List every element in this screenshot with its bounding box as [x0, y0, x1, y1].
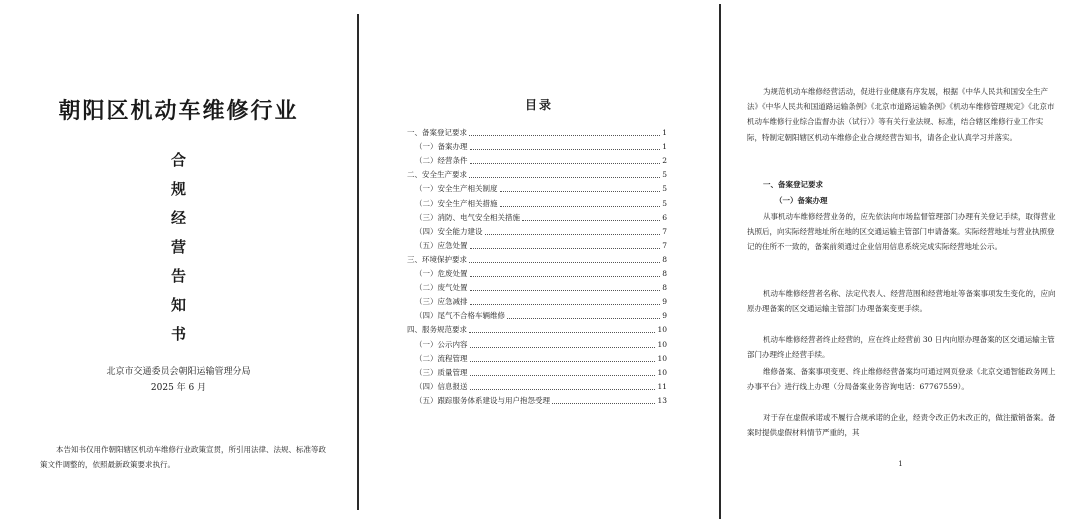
toc-leader-dots [470, 346, 656, 348]
cover-page [0, 0, 357, 519]
toc-leader-dots [469, 261, 660, 263]
toc-entry-page: 1 [662, 142, 667, 152]
toc-leader-dots [507, 317, 660, 319]
toc-entry[interactable] [407, 251, 667, 265]
toc-entry-label: 三、环境保护要求 [407, 254, 467, 264]
toc-leader-dots [469, 331, 655, 333]
cover-subtitle-char: 营 [170, 238, 186, 256]
toc-entry[interactable] [407, 180, 667, 194]
toc-leader-dots [470, 303, 661, 305]
toc-leader-dots [485, 233, 661, 235]
toc-entry-page: 7 [662, 240, 667, 250]
toc-leader-dots [500, 190, 661, 192]
toc-entry-label: （一）公示内容 [415, 339, 468, 349]
toc-leader-dots [470, 247, 661, 249]
toc-entry[interactable] [407, 279, 667, 293]
toc-leader-dots [470, 148, 661, 150]
toc-entry-page: 10 [657, 339, 667, 349]
toc-entry-label: 四、服务规范要求 [407, 325, 467, 335]
body-paragraph: 机动车维修经营者名称、法定代表人、经营范围和经营地址等备案事项发生变化的，应向原办理备案的区交通运输主管部门办理备案变更手续。 [747, 289, 1056, 314]
toc-entry[interactable] [407, 138, 667, 152]
toc-entry-page: 10 [657, 325, 667, 335]
toc-entry-label: （四）安全能力建设 [415, 226, 483, 236]
toc-list [407, 124, 667, 406]
toc-entry-label: 一、备案登记要求 [407, 128, 467, 138]
cover-subtitle-char: 规 [170, 180, 186, 198]
toc-entry-label: （二）经营条件 [415, 156, 468, 166]
toc-entry-page: 2 [662, 156, 667, 166]
toc-entry[interactable] [407, 350, 667, 364]
toc-leader-dots [469, 134, 660, 136]
toc-entry-label: （三）质量管理 [415, 367, 468, 377]
toc-entry[interactable] [407, 307, 667, 321]
toc-leader-dots [470, 374, 656, 376]
toc-entry-label: （二）安全生产相关措施 [415, 198, 498, 208]
cover-subtitle [0, 150, 357, 344]
toc-entry-page: 8 [662, 269, 667, 279]
body-paragraph: 维修备案、备案事项变更、终止维修经营备案均可通过网页登录《北京交通智能政务网上办事平台》进行线上办理（分局备案业务咨询电话：67767559）。 [747, 367, 1056, 392]
toc-leader-dots [552, 402, 655, 404]
toc-leader-dots [522, 219, 660, 221]
toc-entry[interactable] [407, 124, 667, 138]
toc-title: 目录 [524, 98, 553, 112]
toc-entry-page: 10 [657, 353, 667, 363]
intro-paragraph: 为规范机动车维修经营活动，促进行业健康有序发展，根据《中华人民共和国安全生产法》《中华人民共和国道路运输条例》《北京市道路运输条例》《机动车维修管理规定》《北京市机动车维修行业综合监督办法（试行）》等有关行业法规、标准，结合辖区维修行业工作实际，特制定朝阳辖区机动车维修企业合规经营告知书，请各企业认真学习并落实。 [747, 87, 1055, 142]
cover-subtitle-char: 合 [170, 151, 186, 169]
cover-subtitle-char: 知 [170, 296, 186, 314]
toc-entry-label: （二）流程管理 [415, 353, 468, 363]
toc-entry-page: 11 [657, 381, 667, 391]
toc-leader-dots [470, 275, 661, 277]
toc-entry-label: 二、安全生产要求 [407, 170, 467, 180]
toc-entry-label: （一）备案办理 [415, 142, 468, 152]
toc-entry-label: （四）尾气不合格车辆维修 [415, 311, 505, 321]
toc-entry[interactable] [407, 378, 667, 392]
cover-title: 朝阳区机动车维修行业 [58, 98, 299, 124]
cover-note: 本告知书仅用作朝阳辖区机动车维修行业政策宣贯，所引用法律、法规、标准等政策文件调整的，依照最新政策要求执行。 [40, 444, 326, 469]
toc-entry-label: （一）危废处置 [415, 269, 468, 279]
toc-entry-label: （三）消防、电气安全相关措施 [415, 212, 520, 222]
toc-entry[interactable] [407, 166, 667, 180]
cover-date: 2025 年 6 月 [150, 383, 207, 393]
body-page [721, 0, 1080, 519]
toc-entry-page: 7 [662, 226, 667, 236]
toc-entry-label: （二）废气处置 [415, 283, 468, 293]
toc-entry[interactable] [407, 223, 667, 237]
cover-subtitle-char: 告 [170, 267, 186, 285]
toc-leader-dots [500, 205, 661, 207]
section-heading: 一、备案登记要求 [763, 180, 823, 189]
toc-leader-dots [470, 388, 656, 390]
toc-entry[interactable] [407, 321, 667, 335]
body-paragraph: 对于存在虚假承诺或不履行合规承诺的企业，经责令改正仍未改正的，做注撤销备案。备案时提供虚假材料情节严重的，其 [747, 413, 1056, 438]
toc-entry[interactable] [407, 293, 667, 307]
body-paragraph: 从事机动车维修经营业务的，应先依法向市场监督管理部门办理有关登记手续，取得营业执照后，向实际经营地址所在地的区交通运输主管部门申请备案。实际经营地址与营业执照登记的住所不一致的，备案前须通过企业信用信息系统完成实际经营地址公示。 [747, 212, 1056, 252]
toc-entry-label: （五）应急处置 [415, 240, 468, 250]
toc-entry[interactable] [407, 194, 667, 208]
toc-entry[interactable] [407, 392, 667, 406]
toc-entry-label: （四）信息报送 [415, 381, 468, 391]
toc-entry-page: 9 [662, 297, 667, 307]
toc-entry-label: （一）安全生产相关制度 [415, 184, 498, 194]
subsection-heading: （一）备案办理 [775, 196, 828, 205]
toc-entry-page: 5 [662, 198, 667, 208]
cover-subtitle-char: 书 [170, 325, 186, 343]
body-paragraph: 机动车维修经营者终止经营的，应在终止经营前 30 日内向原办理备案的区交通运输主管部门办理终止经营手续。 [747, 335, 1055, 360]
toc-entry-page: 6 [662, 212, 667, 222]
toc-entry-page: 5 [662, 184, 667, 194]
toc-leader-dots [469, 176, 660, 178]
toc-entry-page: 13 [657, 395, 667, 405]
toc-entry-page: 9 [662, 311, 667, 321]
toc-page [359, 0, 719, 519]
toc-entry-page: 8 [662, 283, 667, 293]
toc-leader-dots [470, 162, 661, 164]
toc-entry-label: （三）应急减排 [415, 297, 468, 307]
toc-entry[interactable] [407, 152, 667, 166]
toc-entry-page: 8 [662, 254, 667, 264]
toc-entry[interactable] [407, 209, 667, 223]
cover-subtitle-char: 经 [170, 209, 186, 227]
toc-entry[interactable] [407, 265, 667, 279]
toc-entry[interactable] [407, 237, 667, 251]
toc-leader-dots [470, 289, 661, 291]
toc-entry-page: 10 [657, 367, 667, 377]
toc-entry-page: 1 [662, 128, 667, 138]
toc-entry[interactable] [407, 335, 667, 349]
page-number: 1 [898, 460, 903, 468]
toc-entry[interactable] [407, 364, 667, 378]
toc-entry-page: 5 [662, 170, 667, 180]
cover-issuer: 北京市交通委员会朝阳运输管理分局 [106, 367, 251, 377]
toc-entry-label: （五）跟踪服务体系建设与用户抱怨受理 [415, 395, 550, 405]
toc-leader-dots [470, 360, 656, 362]
